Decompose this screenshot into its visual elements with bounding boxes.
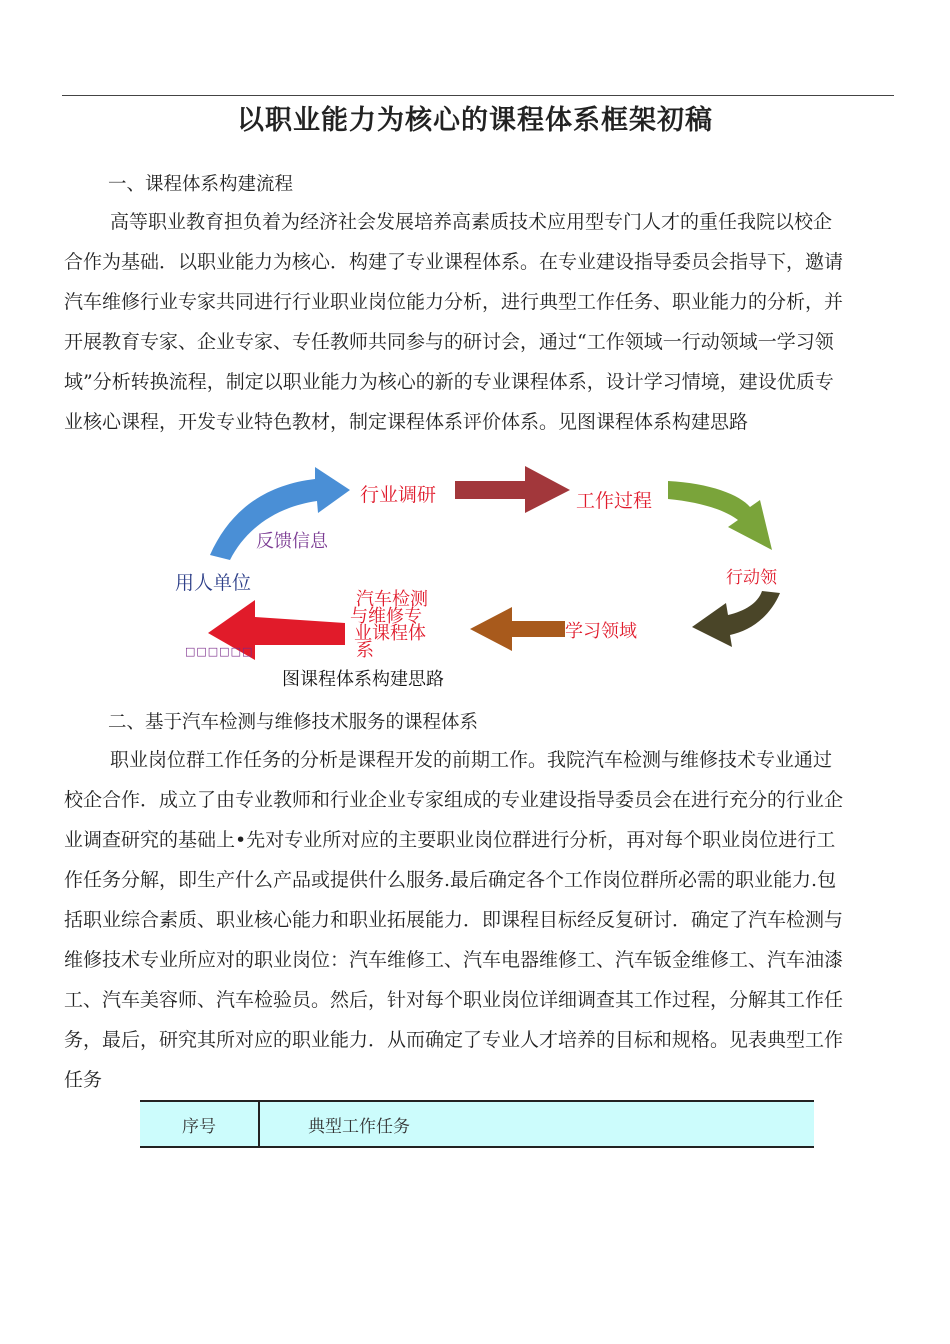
- section2-paragraph: [64, 740, 896, 1100]
- curriculum-line-3: 业课程体: [354, 623, 426, 644]
- paragraph-line: 工、汽车美容师、汽车检验员。然后，针对每个职业岗位详细调查其工作过程，分解其工作任: [64, 989, 844, 1011]
- typical-tasks-table-header: [140, 1100, 814, 1148]
- diagram-label-employer: 用人单位: [175, 572, 252, 594]
- diagram-caption: 图课程体系构建思路: [282, 669, 444, 690]
- section2-heading: 二、基于汽车检测与维修技术服务的课程体系: [108, 712, 479, 733]
- darkred-arrow: [455, 466, 570, 513]
- curriculum-line-1: 汽车检测: [356, 589, 428, 610]
- paragraph-line: 业调查研究的基础上•先对专业所对应的主要职业岗位群进行分析，再对每个职业岗位进行工: [64, 829, 836, 851]
- page-title: 以职业能力为核心的课程体系框架初稿: [237, 105, 713, 136]
- table-header-task: 典型工作任务: [308, 1116, 410, 1137]
- paragraph-line: 校企合作．成立了由专业教师和行业企业专家组成的专业建设指导委员会在进行充分的行业企: [64, 789, 844, 811]
- diagram-label-feedback: 反馈信息: [256, 531, 328, 552]
- brown-arrow: [470, 607, 565, 651]
- curriculum-line-2: 与维修专: [350, 606, 422, 627]
- green-curved-arrow: [668, 481, 772, 550]
- diagram-label-action-domain: 行动领: [726, 568, 777, 588]
- paragraph-line: 作任务分解，即生产什么产品或提供什么服务.最后确定各个工作岗位群所必需的职业能力.包: [64, 869, 837, 891]
- paragraph-line: 维修技术专业所应对的职业岗位：汽车维修工、汽车电器维修工、汽车钣金维修工、汽车油漆: [64, 949, 844, 971]
- paragraph-line: 括职业综合素质、职业核心能力和职业拓展能力．即课程目标经反复研讨．确定了汽车检测与: [64, 909, 844, 931]
- section1-heading: 一、课程体系构建流程: [108, 174, 294, 195]
- diagram-label-work-process: 工作过程: [576, 490, 653, 512]
- paragraph-line: 高等职业教育担负着为经济社会发展培养高素质技术应用型专门人才的重任我院以校企: [110, 211, 833, 233]
- diagram-label-curriculum: [350, 589, 434, 661]
- paragraph-line: 业核心课程，开发专业特色教材，制定课程体系评价体系。见图课程体系构建思路: [64, 411, 749, 433]
- diagram-label-learning-domain: 学习领域: [565, 621, 637, 642]
- darkolive-curved-arrow: [692, 591, 780, 647]
- paragraph-line: 合作为基础．以职业能力为核心．构建了专业课程体系。在专业建设指导委员会指导下，邀请: [64, 251, 844, 273]
- placeholder-glyphs: □□□□□□: [185, 645, 254, 658]
- paragraph-line: 务，最后，研究其所对应的职业能力．从而确定了专业人才培养的目标和规格。见表典型工作: [64, 1029, 844, 1051]
- top-rule: [62, 95, 894, 96]
- diagram-label-industry-research: 行业调研: [360, 484, 437, 506]
- paragraph-line: 任务: [64, 1069, 103, 1091]
- paragraph-line: 职业岗位群工作任务的分析是课程开发的前期工作。我院汽车检测与维修技术专业通过: [110, 749, 833, 771]
- paragraph-line: 开展教育专家、企业专家、专任教师共同参与的研讨会，通过“工作领域一行动领域一学习领: [64, 331, 834, 353]
- section1-paragraph: [64, 202, 896, 442]
- table-header-index: 序号: [140, 1102, 260, 1146]
- curriculum-line-4: 系: [356, 640, 374, 661]
- curriculum-flow-diagram: [160, 455, 790, 665]
- paragraph-line: 域”分析转换流程，制定以职业能力为核心的新的专业课程体系，设计学习情境，建设优质专: [64, 371, 834, 393]
- paragraph-line: 汽车维修行业专家共同进行行业职业岗位能力分析，进行典型工作任务、职业能力的分析，并: [64, 291, 844, 313]
